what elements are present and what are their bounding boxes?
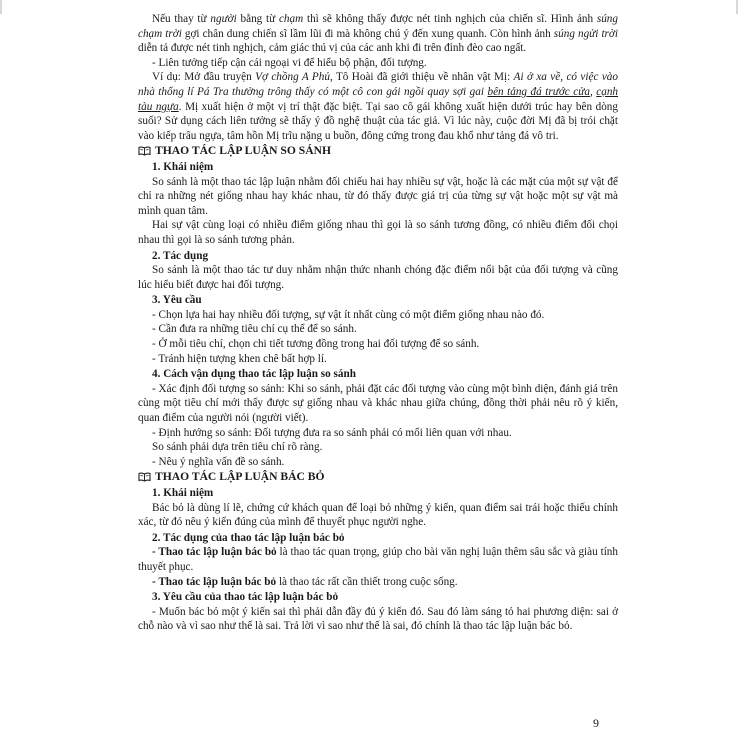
paragraph-criteria: So sánh phải dựa trên tiêu chí rõ ràng.	[152, 441, 323, 454]
page-number: 9	[593, 716, 599, 730]
list-item: - Chọn lựa hai hay nhiều đối tượng, sự vật ít nhất cùng có một điểm giống nhau nào đó.	[152, 308, 545, 321]
list-item: - Nêu ý nghĩa vấn đề so sánh.	[152, 455, 285, 468]
list-item: - Ở mỗi tiêu chí, chọn chi tiết tương đồng trong hai đối tượng để so sánh.	[152, 338, 480, 351]
list-item: - Cần đưa ra những tiêu chí cụ thể để so sánh.	[152, 323, 357, 336]
subheading-effect: 2. Tác dụng	[152, 249, 209, 262]
open-book-icon	[138, 146, 151, 156]
section-heading-refutation: THAO TÁC LẬP LUẬN BÁC BỎ	[138, 469, 618, 485]
scan-edge-left	[0, 0, 2, 14]
paragraph-comparison-types: Hai sự vật cùng loại có nhiều điểm giống nhau thì gọi là so sánh tương đồng, có nhiều điểm đối chọi nhau thì gọi là so sánh tương phản.	[138, 219, 618, 246]
paragraph-refutation-definition: Bác bỏ là dùng lí lẽ, chứng cứ khách quan để loại bỏ những ý kiến, quan điểm sai trái hoặc thiếu chính xác, từ đó nêu ý kiến đúng của mình để thuyết phục người nghe.	[138, 501, 618, 529]
list-item: - Xác định đối tượng so sánh: Khi so sánh, phải đặt các đối tượng vào cùng một bình diện, đánh giá trên cùng một tiêu chí mới thấy được sự giống nhau và khác nhau giữa chúng, đồng thời phải nêu rõ ý kiến, quan điểm của người nói (người viết).	[138, 382, 618, 425]
subheading-requirements: 3. Yêu cầu	[152, 294, 202, 307]
paragraph-comparison-definition: So sánh là một thao tác lập luận nhằm đối chiếu hai hay nhiều sự vật, hoặc là các mặt của một sự vật để chỉ ra những nét giống nhau hay khác nhau, từ đó thấy được giá trị của từng sự vật hoặc một sự vật mà mình quan tâm.	[138, 175, 618, 217]
paragraph-refutation-requirements: - Muốn bác bỏ một ý kiến sai thì phải dẫn đầy đủ ý kiến đó. Sau đó làm sáng tỏ hai phương diện: sai ở chỗ nào và vì sao như thế là sai. Trả lời vì sao như thế là sai, đó chính là thao tác lập luận bác bỏ.	[138, 605, 618, 633]
paragraph-comparison-effect: So sánh là một thao tác tư duy nhằm nhận thức nhanh chóng đặc điểm nổi bật của đối tượng và cũng lúc hiểu biết được hai đối tượng.	[138, 264, 618, 291]
paragraph-example: Ví dụ: Mở đầu truyện Vợ chồng A Phủ, Tô Hoài đã giới thiệu về nhân vật Mị: Ai ở xa về, có việc vào nhà thống lí Pá Tra thường trông thấy có một cô con gái ngồi quay sợi gai bên tảng đá trước cửa, cạnh tàu ngựa. Mị xuất hiện ở một vị trí thật đặc biệt. Tại sao cô gái không xuất hiện dưới trúc hay bên dòng suối? Sử dụng cách liên tưởng sẽ thấy ý đồ nghệ thuật của tác giả. Vì lúc này, cuộc đời Mị đã bị trói chặt vào kiếp trâu ngựa, tâm hồn Mị trĩu nặng u buồn, đông cứng trong đau khổ như tảng đá vô tri.	[138, 71, 619, 142]
paragraph-intro: Nếu thay từ người bằng từ chạm thì sẽ không thấy được nét tinh nghịch của chiến sĩ. Hình ảnh súng chạm trời gợi chân dung chiến sĩ lầm lũi đi mà không chú ý đến xung quanh. Còn hình ảnh súng ngửi trời diễn tả được nét tinh nghịch, cảm giác thú vị của các anh khi đi trên đỉnh đèo cao ngất.	[138, 13, 618, 55]
subheading-concept: 1. Khái niệm	[152, 160, 214, 173]
list-item: - Thao tác lập luận bác bỏ là thao tác quan trọng, giúp cho bài văn nghị luận thêm sâu sắc và giàu tính thuyết phục.	[138, 546, 618, 573]
list-item: - Thao tác lập luận bác bỏ là thao tác rất cần thiết trong cuộc sống.	[152, 575, 458, 588]
section-heading-comparison: THAO TÁC LẬP LUẬN SO SÁNH	[138, 143, 618, 159]
open-book-icon	[138, 472, 151, 482]
subheading-application: 4. Cách vận dụng thao tác lập luận so sánh	[152, 368, 356, 381]
subheading-effect: 2. Tác dụng của thao tác lập luận bác bỏ	[152, 531, 345, 544]
paragraph-association: - Liên tưởng tiếp cận cái ngoại vi để hiểu bộ phận, đối tượng.	[152, 56, 427, 69]
list-item: - Tránh hiện tượng khen chê bất hợp lí.	[152, 352, 327, 365]
list-item: - Định hướng so sánh: Đối tượng đưa ra so sánh phải có mối liên quan với nhau.	[152, 426, 512, 439]
subheading-concept: 1. Khái niệm	[152, 487, 214, 499]
subheading-requirements: 3. Yêu cầu của thao tác lập luận bác bỏ	[152, 591, 339, 604]
